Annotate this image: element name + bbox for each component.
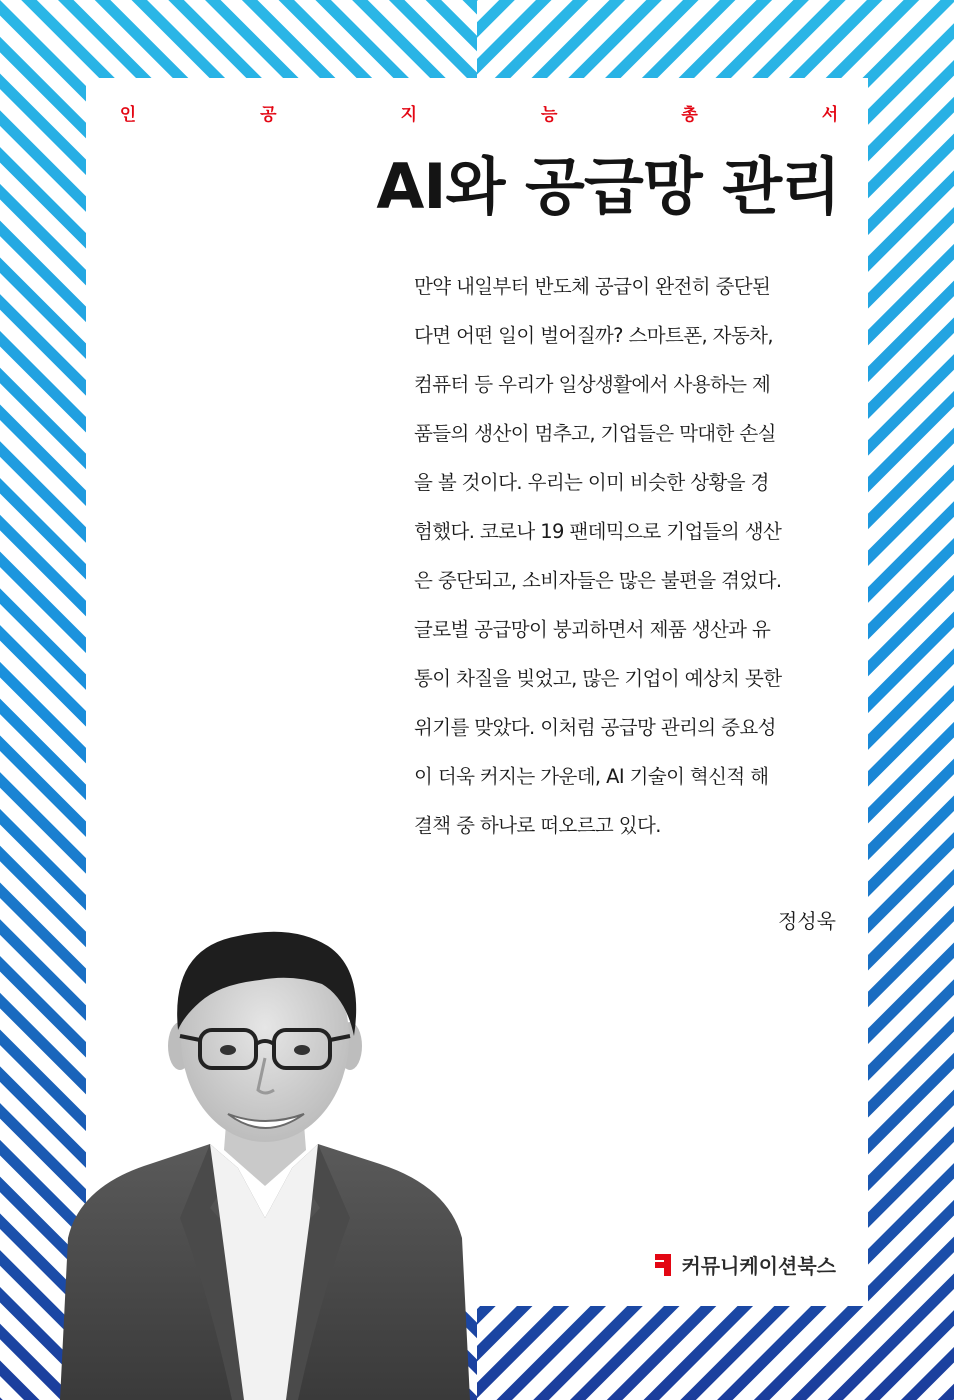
publisher-logo-icon (653, 1252, 673, 1278)
blurb-line: 이 더욱 커지는 가운데, AI 기술이 혁신적 해 (414, 765, 769, 788)
blurb-line: 글로벌 공급망이 붕괴하면서 제품 생산과 유 (414, 618, 771, 641)
series-char: 능 (540, 105, 558, 125)
publisher-name: 커뮤니케이션북스 (681, 1254, 836, 1278)
blurb-line: 다면 어떤 일이 벌어질까? 스마트폰, 자동차, (414, 324, 773, 347)
publisher-mark (653, 1250, 836, 1279)
blurb-line: 컴퓨터 등 우리가 일상생활에서 사용하는 제 (414, 373, 771, 396)
series-char: 총 (681, 105, 698, 125)
series-char: 공 (260, 105, 277, 125)
author-portrait (60, 918, 470, 1400)
blurb-line: 험했다. 코로나 19 팬데믹으로 기업들의 생산 (414, 520, 782, 543)
blurb-line: 통이 차질을 빚었고, 많은 기업이 예상치 못한 (414, 667, 782, 690)
series-char: 지 (400, 105, 417, 125)
blurb-line: 결책 중 하나로 떠오르고 있다. (414, 814, 661, 837)
blurb-line: 을 볼 것이다. 우리는 이미 비슷한 상황을 경 (414, 471, 769, 494)
blurb-line: 은 중단되고, 소비자들은 많은 불편을 겪었다. (414, 569, 782, 592)
author-name: 정성욱 (778, 909, 836, 933)
blurb-text (414, 262, 838, 850)
blurb-line: 위기를 맞았다. 이처럼 공급망 관리의 중요성 (414, 716, 776, 739)
series-label (118, 100, 840, 125)
series-char: 서 (821, 105, 839, 125)
blurb-line: 만약 내일부터 반도체 공급이 완전히 중단된 (414, 275, 771, 298)
book-title: AI와 공급망 관리 (376, 150, 840, 223)
series-char: 인 (119, 105, 137, 125)
blurb-line: 품들의 생산이 멈추고, 기업들은 막대한 손실 (414, 422, 776, 445)
